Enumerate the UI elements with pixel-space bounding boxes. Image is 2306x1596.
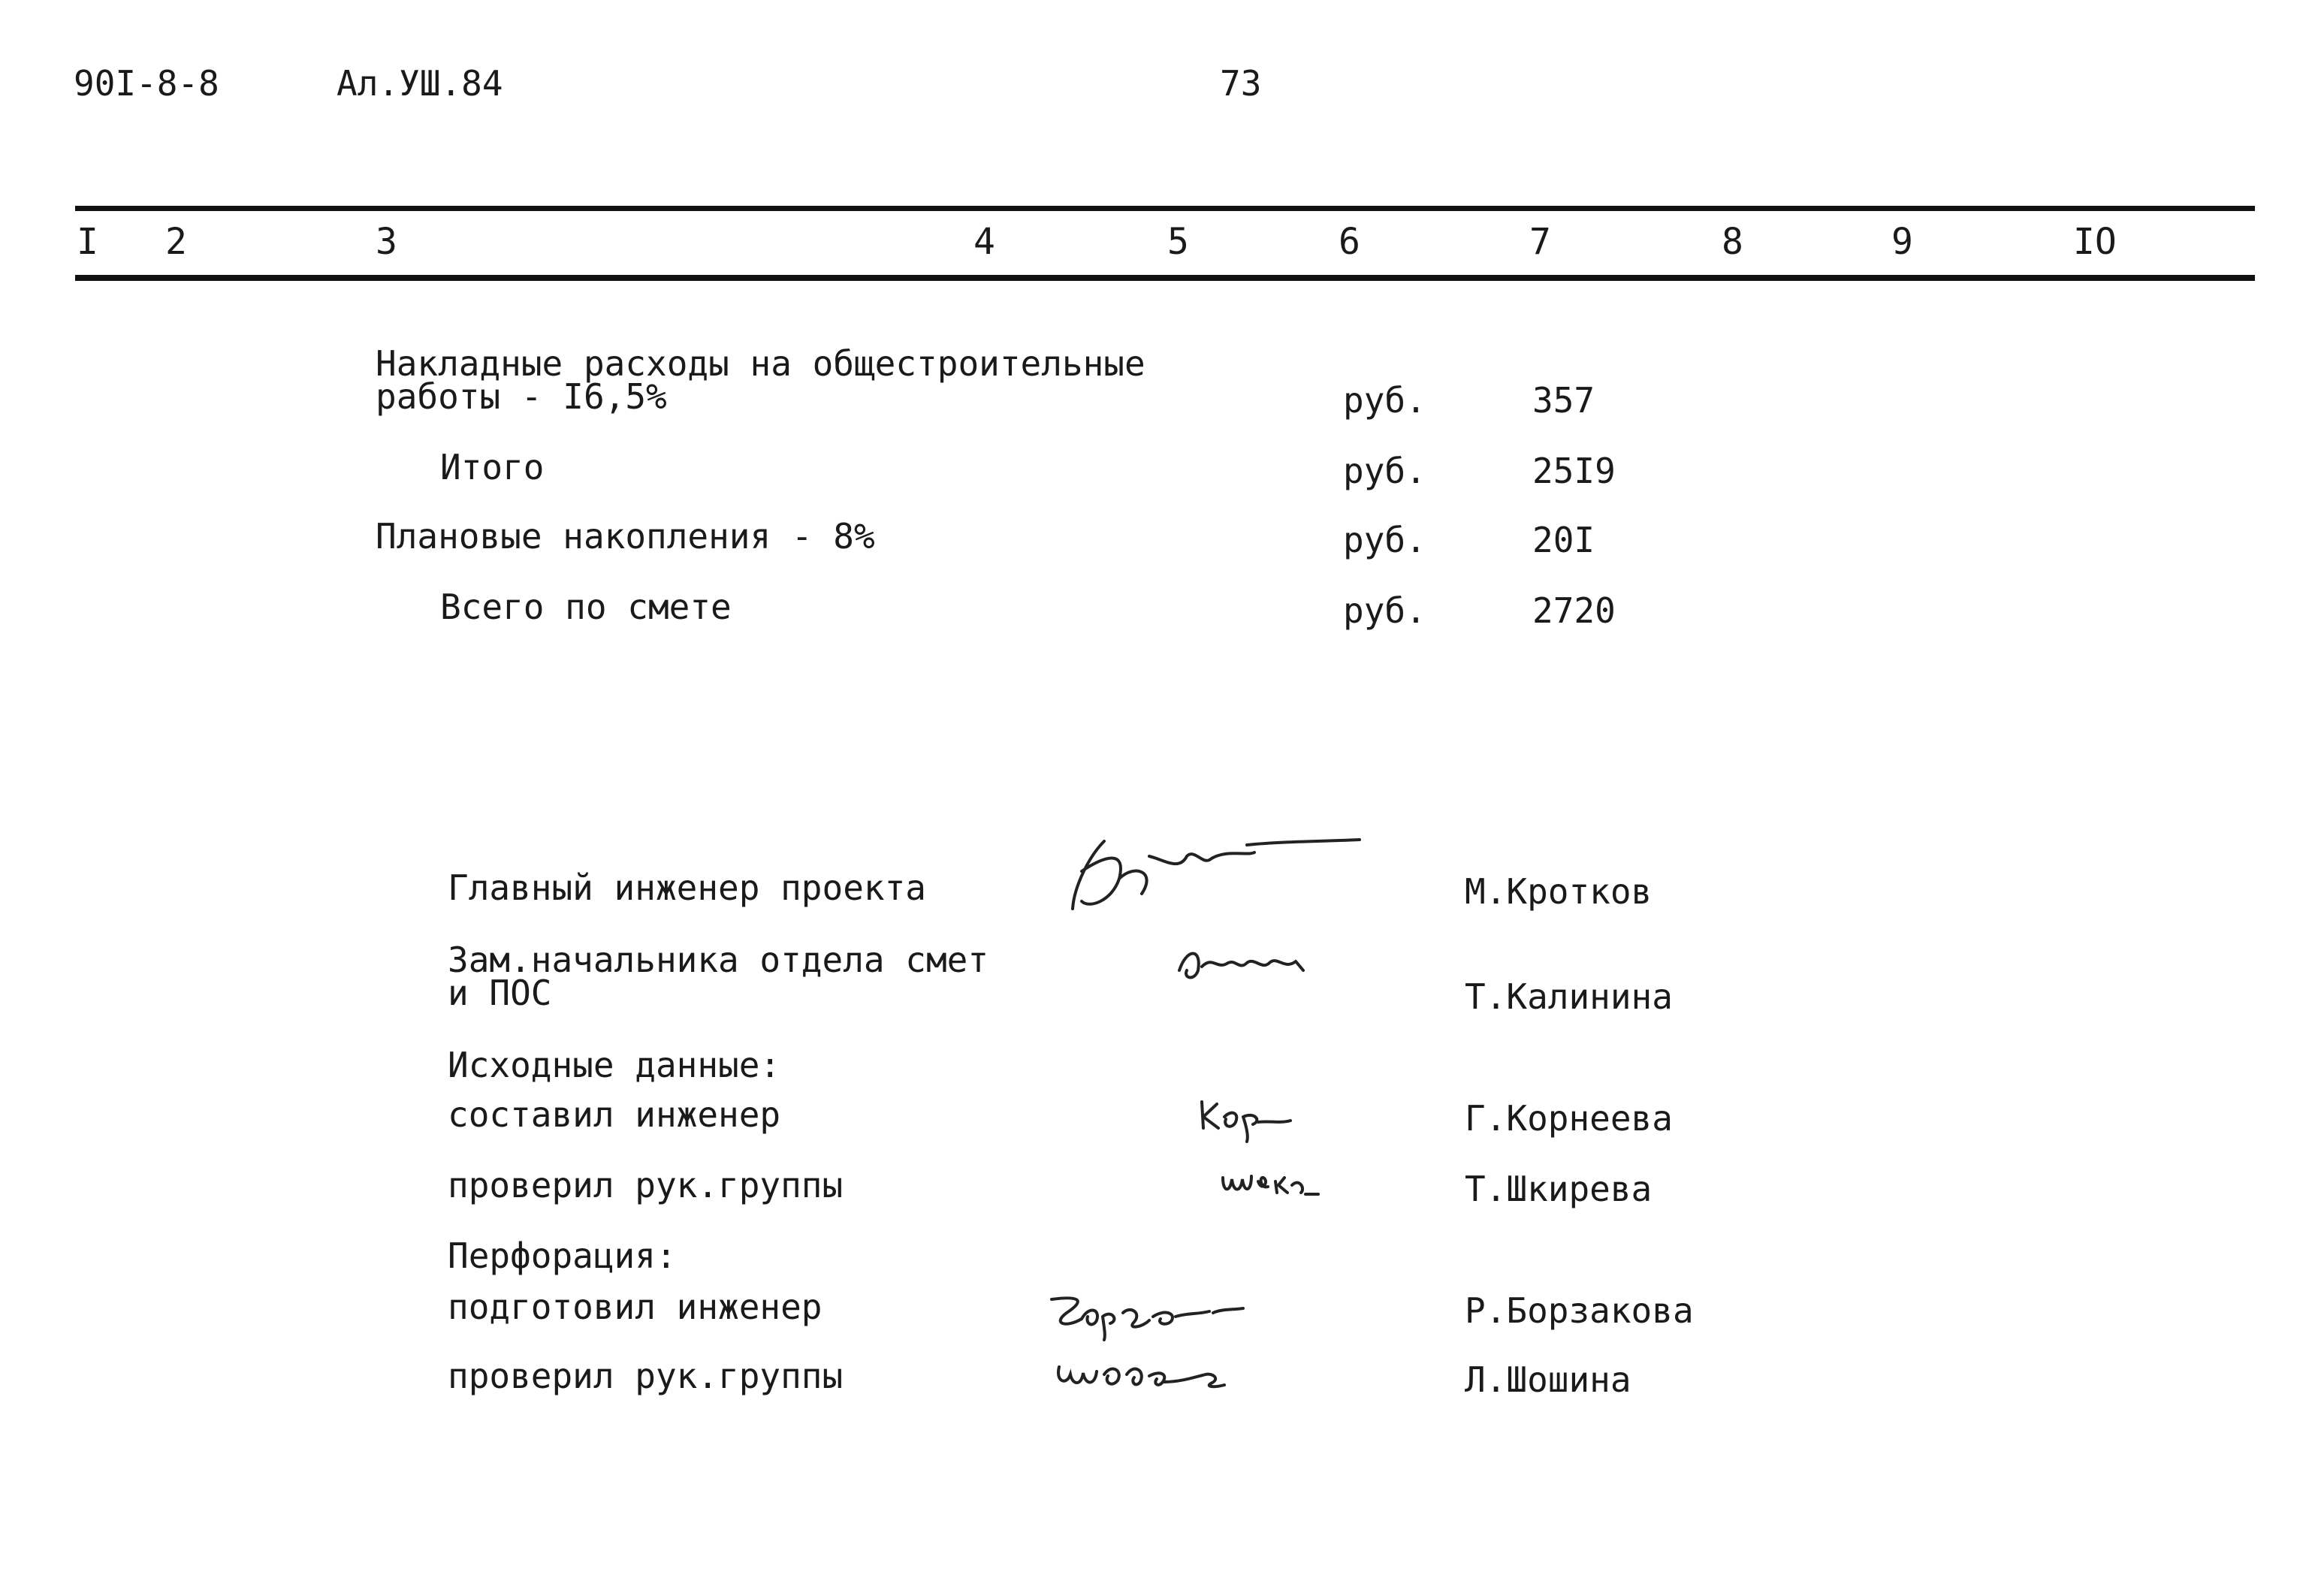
page-number: 73 <box>1220 63 1262 104</box>
grand-total-label: Всего по смете <box>440 587 732 627</box>
table-top-rule <box>75 206 2255 211</box>
planned-savings-unit: руб. <box>1343 520 1426 560</box>
handwritten-signature-shoshina <box>1052 1344 1262 1400</box>
column-number-6: 6 <box>1339 221 1360 263</box>
column-number-1: I <box>77 221 98 263</box>
subtotal-unit: руб. <box>1343 451 1426 491</box>
handwritten-signature-krotkov <box>1059 826 1375 927</box>
column-number-5: 5 <box>1167 221 1189 263</box>
table-header-rule <box>75 275 2255 281</box>
overhead-value: 357 <box>1532 380 1595 421</box>
handwritten-signature-kalinina <box>1172 940 1322 988</box>
column-number-10: IO <box>2073 221 2117 263</box>
signer-name-shoshina: Л.Шошина <box>1465 1359 1631 1400</box>
section-heading-perforation: Перфорация: <box>448 1235 677 1276</box>
signer-name-shkireva: Т.Шкирева <box>1465 1169 1653 1209</box>
planned-savings-value: 20I <box>1532 520 1595 560</box>
signer-name-kalinina: Т.Калинина <box>1465 976 1673 1017</box>
signature-role-checked-by-group-lead-perforation: проверил рук.группы <box>448 1356 844 1396</box>
subtotal-label: Итого <box>440 447 545 487</box>
section-heading-source-data: Исходные данные: <box>448 1045 781 1085</box>
signature-role-deputy-head-line2: и ПОС <box>448 973 552 1013</box>
signature-role-prepared-by: подготовил инженер <box>448 1287 822 1327</box>
document-code: 90I-8-8 <box>74 63 219 104</box>
column-number-9: 9 <box>1891 221 1913 263</box>
signer-name-borzakova: Р.Борзакова <box>1465 1290 1694 1331</box>
overhead-label-line1: Накладные расходы на общестроительные <box>376 343 1145 384</box>
handwritten-signature-borzakova <box>1044 1283 1269 1346</box>
overhead-label-line2: работы - I6,5% <box>376 376 667 417</box>
overhead-unit: руб. <box>1343 380 1426 421</box>
signature-role-chief-engineer: Главный инженер проекта <box>448 867 926 908</box>
column-number-7: 7 <box>1529 221 1551 263</box>
subtotal-value: 25I9 <box>1532 451 1616 491</box>
handwritten-signature-korneeva <box>1194 1091 1307 1146</box>
sheet-reference: Ал.УШ.84 <box>337 63 503 104</box>
grand-total-value: 2720 <box>1532 590 1616 631</box>
column-number-4: 4 <box>973 221 995 263</box>
signature-role-compiled-by: составил инженер <box>448 1094 781 1135</box>
grand-total-unit: руб. <box>1343 590 1426 631</box>
handwritten-signature-shkireva <box>1217 1163 1330 1211</box>
signer-name-korneeva: Г.Корнеева <box>1465 1098 1673 1139</box>
column-number-3: 3 <box>376 221 397 263</box>
signature-role-checked-by-group-lead: проверил рук.группы <box>448 1165 844 1205</box>
column-number-8: 8 <box>1722 221 1743 263</box>
column-number-2: 2 <box>165 221 187 263</box>
signer-name-krotkov: М.Кротков <box>1465 871 1653 912</box>
signature-role-deputy-head-line1: Зам.начальника отдела смет <box>448 940 989 980</box>
planned-savings-label: Плановые накопления - 8% <box>376 516 875 557</box>
